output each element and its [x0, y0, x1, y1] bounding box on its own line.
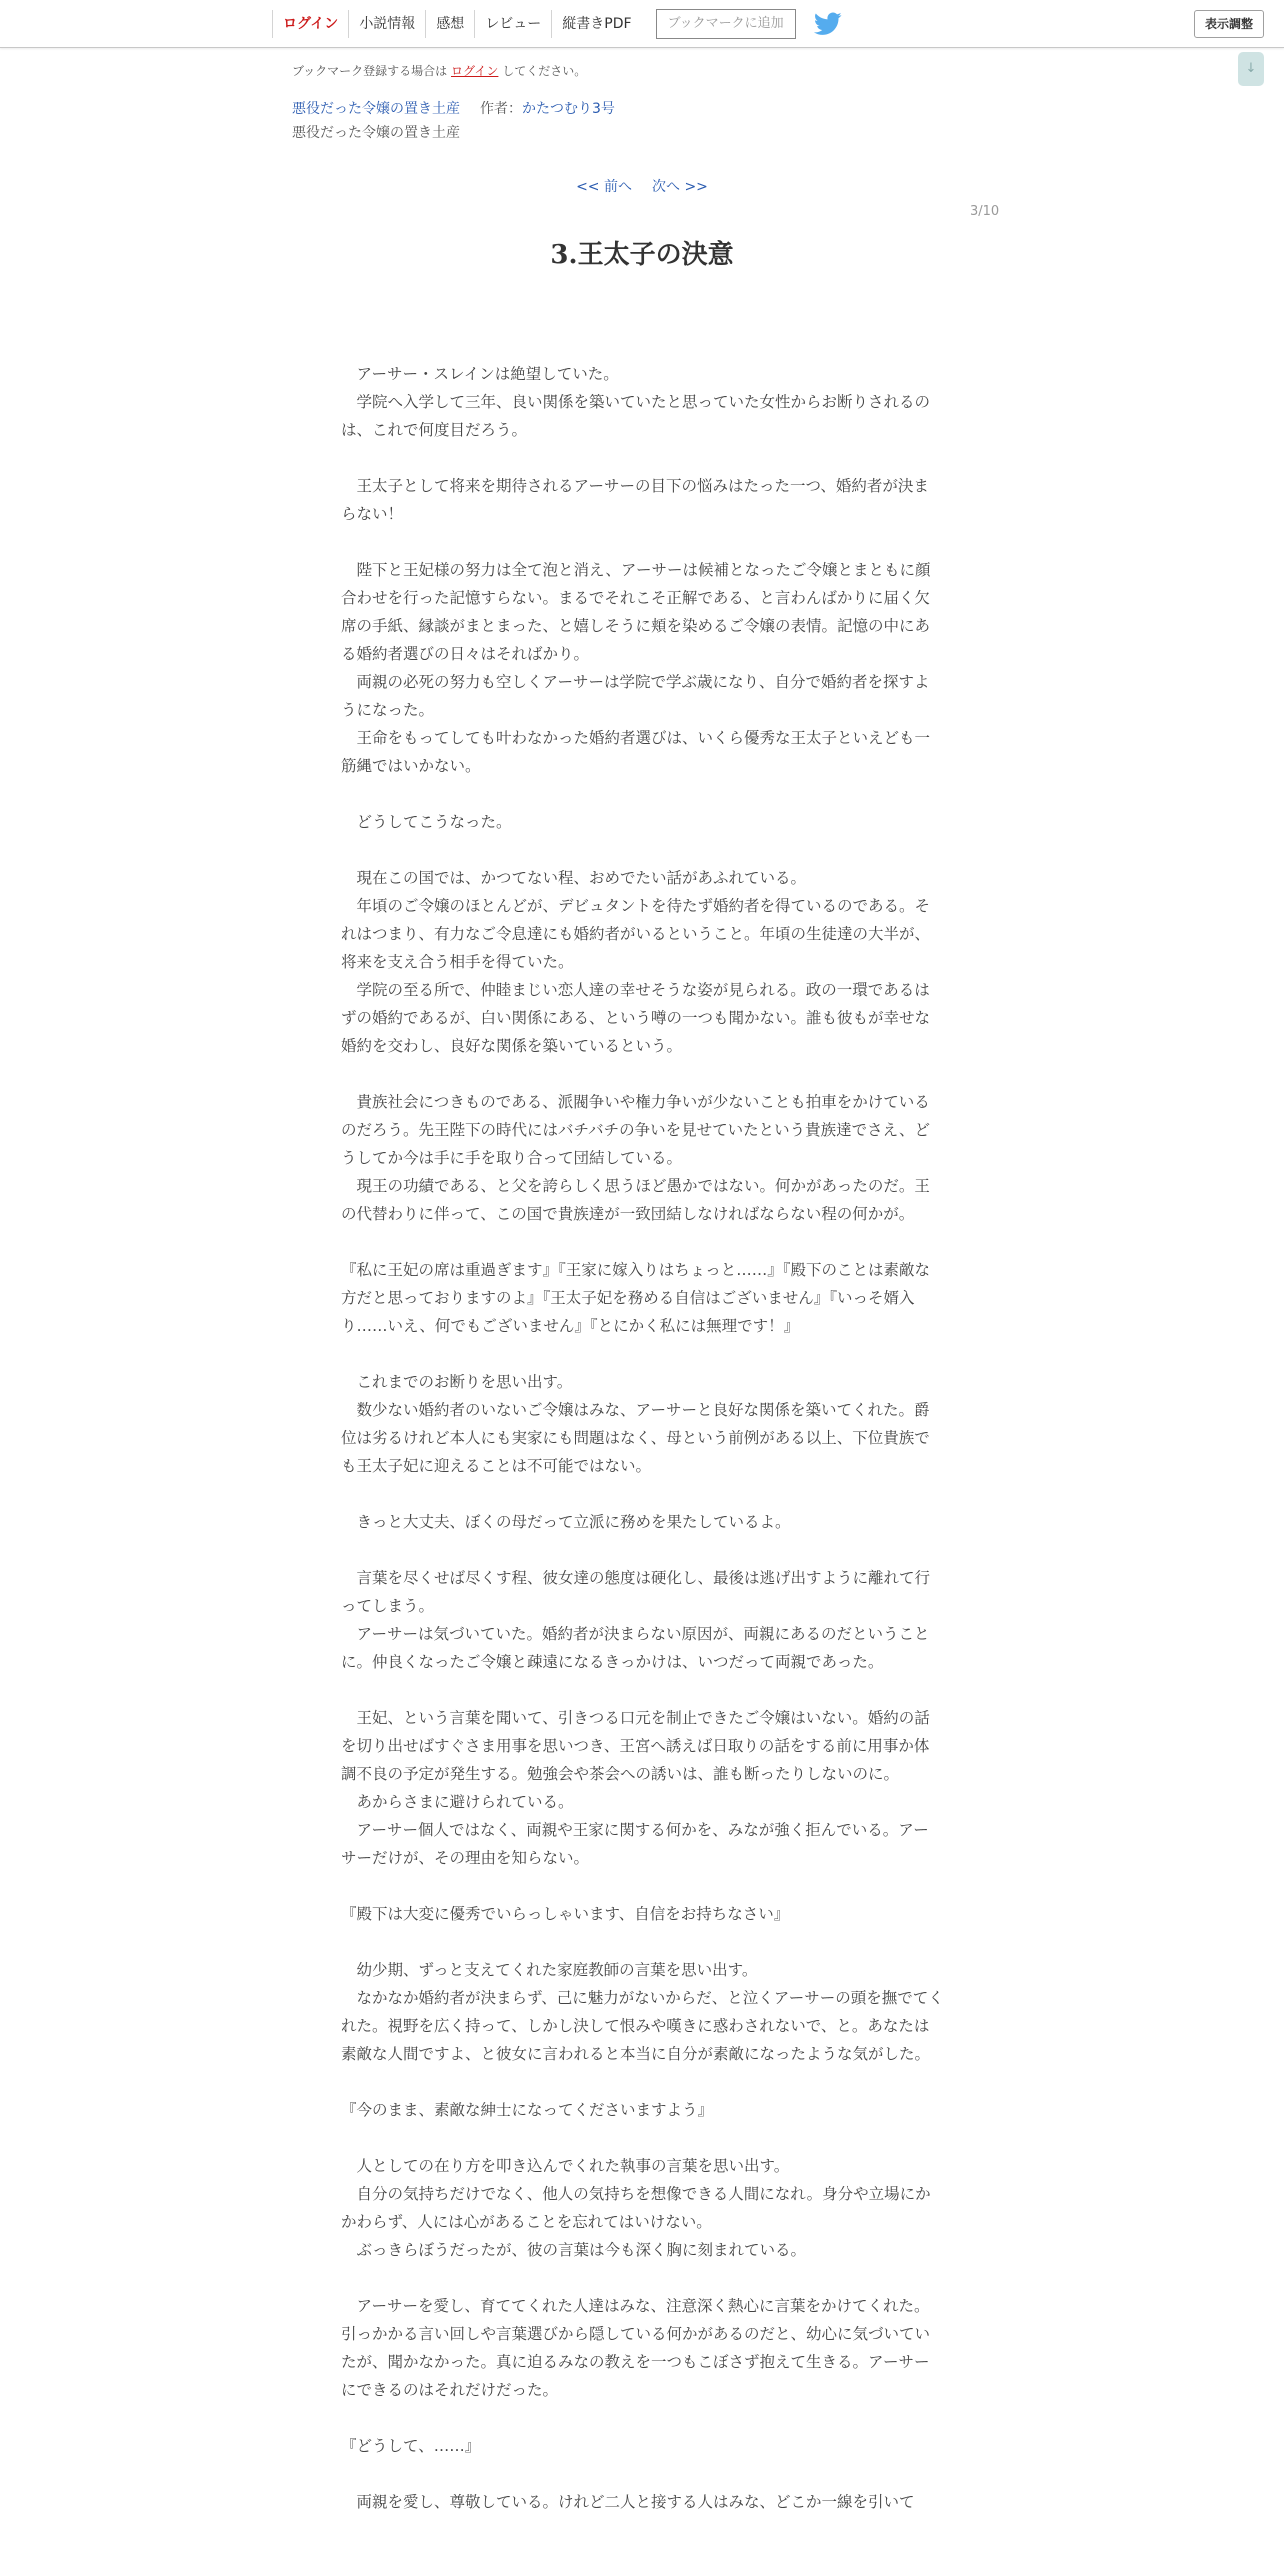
body-paragraph: アーサーは気づいていた。婚約者が決まらない原因が、両親にあるのだということに。仲良くなったご令嬢と疎遠になるきっかけは、いつだって両親であった。: [341, 1625, 930, 1671]
body-paragraph: 自分の気持ちだけでなく、他人の気持ちを想像できる人間になれ。身分や立場にかかわらず、人には心があることを忘れてはいけない。: [341, 2185, 931, 2231]
body-paragraph: 現王の功績である、と父を誇らしく思うほど愚かではない。何かがあったのだ。王の代替わりに伴って、この国で貴族達が一致団結しなければならない程の何かが。: [341, 1177, 930, 1223]
body-paragraph: 王命をもってしても叶わなかった婚約者選びは、いくら優秀な王太子といえども一筋縄ではいかない。: [341, 729, 931, 775]
body-paragraph: [341, 1060, 944, 1088]
body-paragraph: [341, 1676, 944, 1704]
body-paragraph: [341, 2460, 944, 2488]
bookmark-login-notice: [292, 62, 586, 79]
chapter-body: [341, 332, 944, 2516]
body-paragraph: [341, 780, 944, 808]
nav-review[interactable]: レビュー: [474, 10, 551, 38]
chapter-pager: [0, 176, 1284, 196]
main-nav: [272, 6, 842, 42]
body-paragraph: 『今のまま、素敵な紳士になってくださいますよう』: [341, 2101, 714, 2119]
body-paragraph: 学院の至る所で、仲睦まじい恋人達の幸せそうな姿が見られる。政の一環であるはずの婚約であるが、白い関係にある、という噂の一つも聞かない。誰も彼もが幸せな婚約を交わし、良好な関係を築いているという。: [341, 981, 931, 1055]
body-paragraph: きっと大丈夫、ぼくの母だって立派に務めを果たしているよ。: [341, 1513, 791, 1531]
body-paragraph: 両親を愛し、尊敬している。けれど二人と接する人はみな、どこか一線を引いて: [341, 2493, 915, 2511]
next-chapter-link[interactable]: 次へ >>: [652, 179, 708, 195]
body-paragraph: [341, 2068, 944, 2096]
body-paragraph: 『どうして、……』: [341, 2437, 481, 2455]
body-paragraph: [341, 2264, 944, 2292]
display-adjust-button[interactable]: 表示調整: [1194, 10, 1264, 38]
body-paragraph: 人としての在り方を叩き込んでくれた執事の言葉を思い出す。: [341, 2157, 790, 2175]
body-paragraph: ぶっきらぼうだったが、彼の言葉は今も深く胸に刻まれている。: [341, 2241, 807, 2259]
body-paragraph: [341, 1928, 944, 1956]
body-paragraph: [341, 528, 944, 556]
body-paragraph: [341, 2124, 944, 2152]
chapter-title: 3.王太子の決意: [550, 240, 734, 270]
notice-suffix: してください。: [502, 64, 587, 78]
body-paragraph: 王妃、という言葉を聞いて、引きつる口元を制止できたご令嬢はいない。婚約の話を切り出せばすぐさま用事を思いつき、王宮へ誘えば日取りの話をする前に用事か体調不良の予定が発生する。勉強会や茶会への誘いは、誰も断ったりしないのに。: [341, 1709, 930, 1783]
body-paragraph: アーサー・スレインは絶望していた。: [341, 365, 619, 383]
prev-chapter-link[interactable]: << 前へ: [576, 179, 632, 195]
body-paragraph: 年頃のご令嬢のほとんどが、デビュタントを待たず婚約者を得ているのである。それはつまり、有力なご令息達にも婚約者がいるということ。年頃の生徒達の大半が、将来を支え合う相手を得ていた。: [341, 897, 931, 971]
series-subtitle: 悪役だった令嬢の置き土産: [292, 125, 460, 141]
nav-login[interactable]: ログイン: [272, 10, 348, 38]
add-bookmark-button[interactable]: ブックマークに追加: [656, 9, 796, 39]
body-paragraph: [341, 1480, 944, 1508]
body-paragraph: 数少ない婚約者のいないご令嬢はみな、アーサーと良好な関係を築いてくれた。爵位は劣るけれど本人にも実家にも問題はなく、母という前例がある以上、下位貴族でも王太子妃に迎えることは不可能ではない。: [341, 1401, 930, 1475]
nav-novel-info[interactable]: 小説情報: [348, 10, 425, 38]
body-paragraph: アーサーを愛し、育ててくれた人達はみな、注意深く熱心に言葉をかけてくれた。引っかかる言い回しや言葉選びから隠している何かがあるのだと、幼心に気づいていたが、聞かなかった。真に迫るみなの教えを一つもこぼさず抱えて生きる。アーサーにできるのはそれだけだった。: [341, 2297, 931, 2399]
series-title-link[interactable]: 悪役だった令嬢の置き土産: [292, 101, 460, 117]
series-info: [292, 98, 615, 118]
body-paragraph: [341, 1872, 944, 1900]
body-paragraph: [341, 332, 944, 360]
body-paragraph: 陛下と王妃様の努力は全て泡と消え、アーサーは候補となったご令嬢とまともに顔合わせを行った記憶すらない。まるでそれこそ正解である、と言わんばかりに届く欠席の手紙、縁談がまとまった、と嬉しそうに頬を染めるご令嬢の表情。記憶の中にある婚約者選びの日々はそればかり。: [341, 561, 931, 663]
body-paragraph: 王太子として将来を期待されるアーサーの目下の悩みはたった一つ、婚約者が決まらない！: [341, 477, 929, 523]
scroll-down-button[interactable]: ↓: [1238, 52, 1264, 86]
body-paragraph: これまでのお断りを思い出す。: [341, 1373, 573, 1391]
body-paragraph: 両親の必死の努力も空しくアーサーは学院で学ぶ歳になり、自分で婚約者を探すようになった。: [341, 673, 930, 719]
body-paragraph: 『殿下は大変に優秀でいらっしゃいます、自信をお持ちなさい』: [341, 1905, 790, 1923]
page-count: 3/10: [970, 204, 1000, 219]
twitter-bird-icon[interactable]: [814, 12, 842, 36]
nav-vertical-pdf[interactable]: 縦書きPDF: [551, 10, 641, 38]
nav-impressions[interactable]: 感想: [425, 10, 474, 38]
body-paragraph: [341, 1536, 944, 1564]
notice-prefix: ブックマーク登録する場合は: [292, 64, 448, 78]
body-paragraph: [341, 836, 944, 864]
top-navigation-bar: [0, 0, 1284, 48]
author-label: 作者：: [480, 101, 522, 117]
notice-login-link[interactable]: ログイン: [451, 64, 499, 78]
body-paragraph: 現在この国では、かつてない程、おめでたい話があふれている。: [341, 869, 807, 887]
body-paragraph: 貴族社会につきものである、派閥争いや権力争いが少ないことも拍車をかけているのだろう。先王陛下の時代にはバチバチの争いを見せていたという貴族達でさえ、どうしてか今は手に手を取り合って団結している。: [341, 1093, 931, 1167]
body-paragraph: アーサー個人ではなく、両親や王家に関する何かを、みなが強く拒んでいる。アーサーだけが、その理由を知らない。: [341, 1821, 929, 1867]
body-paragraph: どうしてこうなった。: [341, 813, 512, 831]
body-paragraph: あからさまに避けられている。: [341, 1793, 574, 1811]
body-paragraph: 言葉を尽くせば尽くす程、彼女達の態度は硬化し、最後は逃げ出すように離れて行ってしまう。: [341, 1569, 931, 1615]
body-paragraph: なかなか婚約者が決まらず、己に魅力がないからだ、と泣くアーサーの頭を撫でてくれた。視野を広く持って、しかし決して恨みや嘆きに惑わされないで、と。あなたは素敵な人間ですよ、と彼女に言われると本当に自分が素敵になったような気がした。: [341, 1989, 944, 2063]
body-paragraph: [341, 1340, 944, 1368]
body-paragraph: 『私に王妃の席は重過ぎます』『王家に嫁入りはちょっと……』『殿下のことは素敵な方だと思っておりますのよ』『王太子妃を務める自信はございません』『いっそ婿入り……いえ、何でもございません』『とにかく私には無理です！』: [341, 1261, 931, 1335]
author-link[interactable]: かたつむり3号: [522, 101, 615, 117]
body-paragraph: 幼少期、ずっと支えてくれた家庭教師の言葉を思い出す。: [341, 1961, 758, 1979]
body-paragraph: [341, 2404, 944, 2432]
body-paragraph: 学院へ入学して三年、良い関係を築いていたと思っていた女性からお断りされるのは、これで何度目だろう。: [341, 393, 931, 439]
body-paragraph: [341, 444, 944, 472]
body-paragraph: [341, 1228, 944, 1256]
